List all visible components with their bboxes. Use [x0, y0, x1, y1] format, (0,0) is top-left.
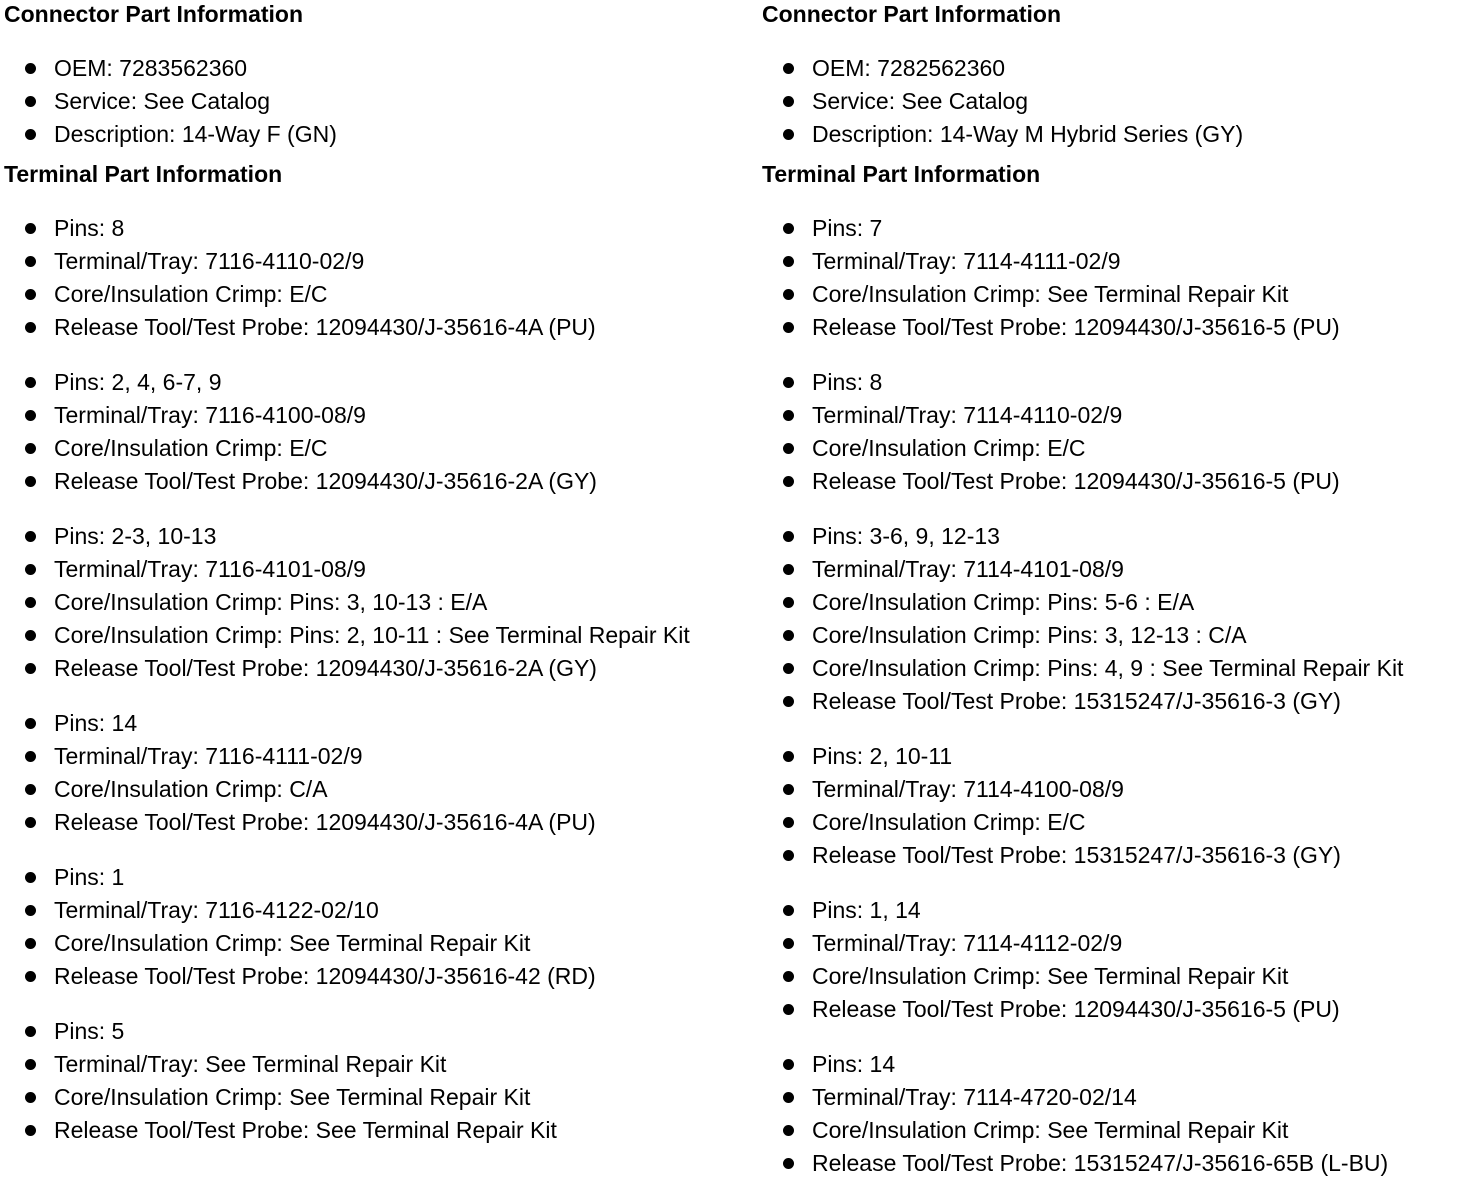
list-item: Core/Insulation Crimp: E/C: [4, 432, 756, 465]
right-terminal-group-3: [762, 520, 1468, 718]
list-item: Core/Insulation Crimp: Pins: 5-6 : E/A: [762, 586, 1468, 619]
list-item: Release Tool/Test Probe: 12094430/J-35616-2A (GY): [4, 652, 756, 685]
left-terminal-group-2: [4, 366, 756, 498]
list-item: Pins: 8: [762, 366, 1468, 399]
list-item: Core/Insulation Crimp: Pins: 3, 12-13 : C/A: [762, 619, 1468, 652]
list-item: Release Tool/Test Probe: 12094430/J-35616-42 (RD): [4, 960, 756, 993]
left-connector-heading: Connector Part Information: [4, 1, 304, 27]
list-item: Release Tool/Test Probe: See Terminal Repair Kit: [4, 1114, 756, 1147]
list-item: Pins: 1, 14: [762, 894, 1468, 927]
list-item: Terminal/Tray: 7114-4100-08/9: [762, 773, 1468, 806]
list-item: Terminal/Tray: 7116-4122-02/10: [4, 894, 756, 927]
list-item: Core/Insulation Crimp: Pins: 3, 10-13 : E/A: [4, 586, 756, 619]
list-item: Core/Insulation Crimp: See Terminal Repair Kit: [762, 278, 1468, 311]
left-terminal-group-1: [4, 212, 756, 344]
right-terminal-group-6: [762, 1048, 1468, 1180]
list-item: Pins: 2, 10-11: [762, 740, 1468, 773]
left-connector-list: [4, 52, 756, 151]
list-item: Terminal/Tray: 7114-4720-02/14: [762, 1081, 1468, 1114]
right-terminal-group-4: [762, 740, 1468, 872]
list-item: Core/Insulation Crimp: C/A: [4, 773, 756, 806]
list-item: Core/Insulation Crimp: See Terminal Repair Kit: [4, 1081, 756, 1114]
list-item: Core/Insulation Crimp: Pins: 4, 9 : See Terminal Repair Kit: [762, 652, 1468, 685]
left-terminal-group-5: [4, 861, 756, 993]
list-item: Terminal/Tray: 7116-4110-02/9: [4, 245, 756, 278]
list-item: Terminal/Tray: 7114-4110-02/9: [762, 399, 1468, 432]
list-item: Release Tool/Test Probe: 12094430/J-35616-5 (PU): [762, 465, 1468, 498]
list-item: Terminal/Tray: 7114-4112-02/9: [762, 927, 1468, 960]
list-item: Release Tool/Test Probe: 12094430/J-35616-2A (GY): [4, 465, 756, 498]
right-connector-heading: Connector Part Information: [762, 1, 1062, 27]
left-terminal-heading: Terminal Part Information: [4, 161, 283, 187]
right-terminal-group-1: [762, 212, 1468, 344]
list-item: Pins: 8: [4, 212, 756, 245]
list-item: Pins: 1: [4, 861, 756, 894]
list-item: OEM: 7283562360: [4, 52, 756, 85]
list-item: Core/Insulation Crimp: Pins: 2, 10-11 : See Terminal Repair Kit: [4, 619, 756, 652]
list-item: Release Tool/Test Probe: 15315247/J-35616-3 (GY): [762, 685, 1468, 718]
list-item: Pins: 3-6, 9, 12-13: [762, 520, 1468, 553]
list-item: Terminal/Tray: 7116-4111-02/9: [4, 740, 756, 773]
list-item: Service: See Catalog: [762, 85, 1468, 118]
right-column: [762, 0, 1468, 1180]
right-connector-list: [762, 52, 1468, 151]
list-item: Core/Insulation Crimp: E/C: [4, 278, 756, 311]
right-terminal-group-2: [762, 366, 1468, 498]
list-item: Service: See Catalog: [4, 85, 756, 118]
list-item: Terminal/Tray: 7116-4101-08/9: [4, 553, 756, 586]
list-item: OEM: 7282562360: [762, 52, 1468, 85]
list-item: Release Tool/Test Probe: 12094430/J-35616-4A (PU): [4, 806, 756, 839]
list-item: Pins: 5: [4, 1015, 756, 1048]
list-item: Pins: 2, 4, 6-7, 9: [4, 366, 756, 399]
list-item: Core/Insulation Crimp: E/C: [762, 432, 1468, 465]
list-item: Terminal/Tray: 7114-4111-02/9: [762, 245, 1468, 278]
left-terminal-group-3: [4, 520, 756, 685]
list-item: Pins: 7: [762, 212, 1468, 245]
list-item: Pins: 14: [4, 707, 756, 740]
list-item: Pins: 14: [762, 1048, 1468, 1081]
left-terminal-group-4: [4, 707, 756, 839]
list-item: Core/Insulation Crimp: See Terminal Repair Kit: [4, 927, 756, 960]
list-item: Terminal/Tray: 7114-4101-08/9: [762, 553, 1468, 586]
right-terminal-heading: Terminal Part Information: [762, 161, 1041, 187]
list-item: Release Tool/Test Probe: 15315247/J-35616-3 (GY): [762, 839, 1468, 872]
list-item: Release Tool/Test Probe: 12094430/J-35616-5 (PU): [762, 993, 1468, 1026]
list-item: Description: 14-Way M Hybrid Series (GY): [762, 118, 1468, 151]
list-item: Description: 14-Way F (GN): [4, 118, 756, 151]
left-column: [4, 0, 756, 1147]
list-item: Release Tool/Test Probe: 12094430/J-35616-4A (PU): [4, 311, 756, 344]
list-item: Terminal/Tray: See Terminal Repair Kit: [4, 1048, 756, 1081]
list-item: Release Tool/Test Probe: 15315247/J-35616-65B (L-BU): [762, 1147, 1468, 1180]
right-terminal-group-5: [762, 894, 1468, 1026]
list-item: Pins: 2-3, 10-13: [4, 520, 756, 553]
left-terminal-group-6: [4, 1015, 756, 1147]
list-item: Terminal/Tray: 7116-4100-08/9: [4, 399, 756, 432]
list-item: Core/Insulation Crimp: See Terminal Repair Kit: [762, 960, 1468, 993]
list-item: Core/Insulation Crimp: See Terminal Repair Kit: [762, 1114, 1468, 1147]
list-item: Core/Insulation Crimp: E/C: [762, 806, 1468, 839]
list-item: Release Tool/Test Probe: 12094430/J-35616-5 (PU): [762, 311, 1468, 344]
